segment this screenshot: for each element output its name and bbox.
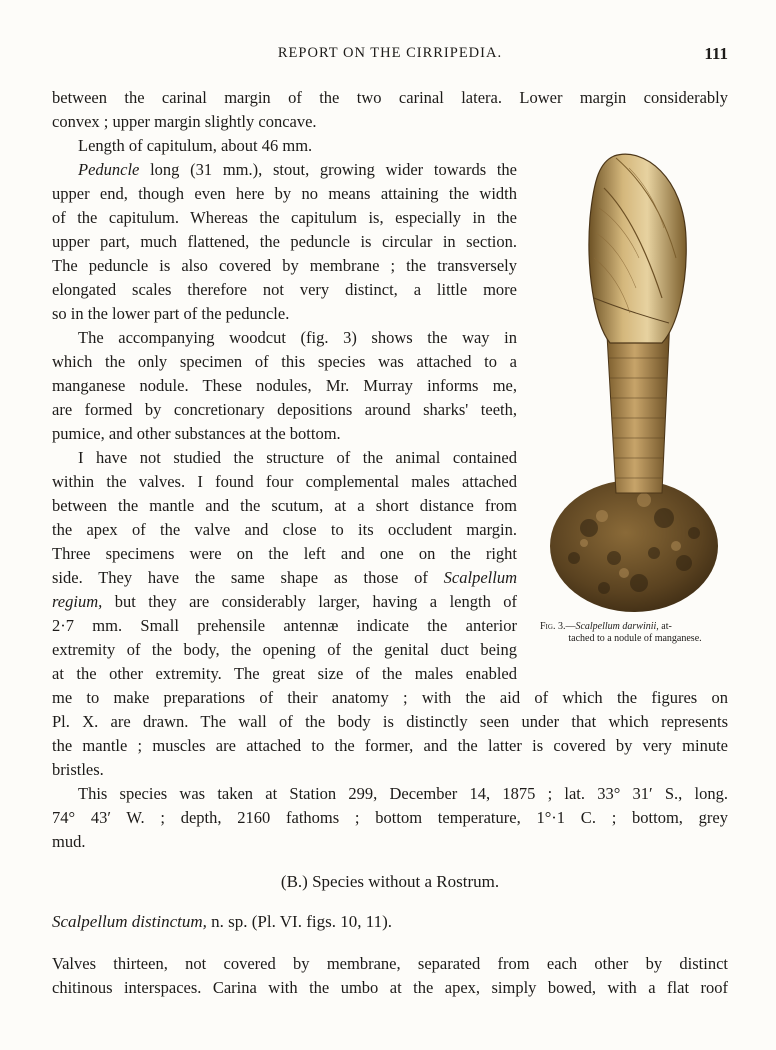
- text-line: 74° 43′ W. ; depth, 2160 fathoms ; bottom temperature, 1°·1 C. ; bottom, grey: [52, 808, 728, 827]
- species-name: Scalpellum distinctum,: [52, 912, 207, 931]
- text-line: [52, 590, 517, 614]
- text-run: side. They have the same shape as those of: [52, 568, 444, 587]
- italic-term: regium,: [52, 592, 103, 611]
- text-line: [52, 566, 517, 590]
- text-line: bristles.: [52, 760, 104, 779]
- page-number: 111: [704, 44, 728, 63]
- text-line: Pl. X. are drawn. The wall of the body is distinctly seen under that which represents: [52, 712, 728, 731]
- species-heading: [52, 912, 392, 932]
- woodcut-figure: [544, 148, 730, 618]
- barnacle-illustration: [544, 148, 730, 618]
- text-line: elongated scales therefore not very distinct, a little more: [52, 280, 517, 299]
- species-reference: n. sp. (Pl. VI. figs. 10, 11).: [206, 912, 392, 931]
- text-line: extremity of the body, the opening of the genital duct being: [52, 640, 517, 659]
- text-line: Length of capitulum, about 46 mm.: [78, 136, 313, 155]
- caption-species: Scalpellum darwinii,: [575, 621, 659, 632]
- text-line: so in the lower part of the peduncle.: [52, 304, 290, 323]
- caption-text: at-: [658, 621, 672, 632]
- text-line: are formed by concretionary depositions around sharks' teeth,: [52, 400, 517, 419]
- text-line: Three specimens were on the left and one on the right: [52, 544, 517, 563]
- text-line: upper part, much flattened, the peduncle is circular in section.: [52, 232, 517, 251]
- text-run: but they are considerably larger, having a length of: [102, 592, 517, 611]
- section-title: Species without a Rostrum.: [307, 872, 500, 891]
- text-line: The peduncle is also covered by membrane ; the transversely: [52, 256, 517, 275]
- text-line: manganese nodule. These nodules, Mr. Murray informs me,: [52, 376, 517, 395]
- capitulum: [589, 154, 686, 343]
- text-line: The accompanying woodcut (fig. 3) shows the way in: [78, 328, 517, 347]
- text-line: at the other extremity. The great size of the males enabled: [52, 664, 517, 683]
- text-line: chitinous interspaces. Carina with the umbo at the apex, simply bowed, with a flat roof: [52, 978, 728, 997]
- caption-label: Fig. 3.—: [540, 621, 576, 632]
- text-line: between the mantle and the scutum, at a short distance from: [52, 496, 517, 515]
- text-line: within the valves. I found four complemental males attached: [52, 472, 517, 491]
- text-line: mud.: [52, 832, 86, 851]
- text-line: the apex of the valve and close to its occludent margin.: [52, 520, 517, 539]
- italic-term: Scalpellum: [443, 568, 517, 587]
- text-line: the mantle ; muscles are attached to the former, and the latter is covered by very minute: [52, 736, 728, 755]
- italic-term: Peduncle: [78, 160, 140, 179]
- text-line: I have not studied the structure of the animal contained: [78, 448, 517, 467]
- running-title: REPORT ON THE CIRRIPEDIA.: [277, 45, 503, 61]
- text-line: between the carinal margin of the two carinal latera. Lower margin considerably: [52, 88, 728, 107]
- figure-caption: [540, 621, 730, 645]
- section-marker: (B.): [280, 872, 308, 891]
- section-heading: [52, 872, 728, 892]
- caption-text: tached to a nodule of manganese.: [568, 633, 702, 644]
- text-line: This species was taken at Station 299, December 14, 1875 ; lat. 33° 31′ S., long.: [78, 784, 728, 803]
- text-line: [52, 158, 517, 182]
- text-line: Valves thirteen, not covered by membrane, separated from each other by distinct: [52, 954, 728, 973]
- text-run: long (31 mm.), stout, growing wider towards the: [139, 160, 517, 179]
- text-line: convex ; upper margin slightly concave.: [52, 112, 317, 131]
- peduncle: [606, 318, 670, 493]
- text-line: me to make preparations of their anatomy ; with the aid of which the figures on: [52, 688, 728, 707]
- text-line: pumice, and other substances at the bottom.: [52, 424, 341, 443]
- text-line: 2·7 mm. Small prehensile antennæ indicate the anterior: [52, 616, 517, 635]
- manganese-nodule: [550, 480, 718, 612]
- text-line: of the capitulum. Whereas the capitulum is, especially in the: [52, 208, 517, 227]
- text-line: upper end, though even here by no means attaining the width: [52, 184, 517, 203]
- text-line: which the only specimen of this species was attached to a: [52, 352, 517, 371]
